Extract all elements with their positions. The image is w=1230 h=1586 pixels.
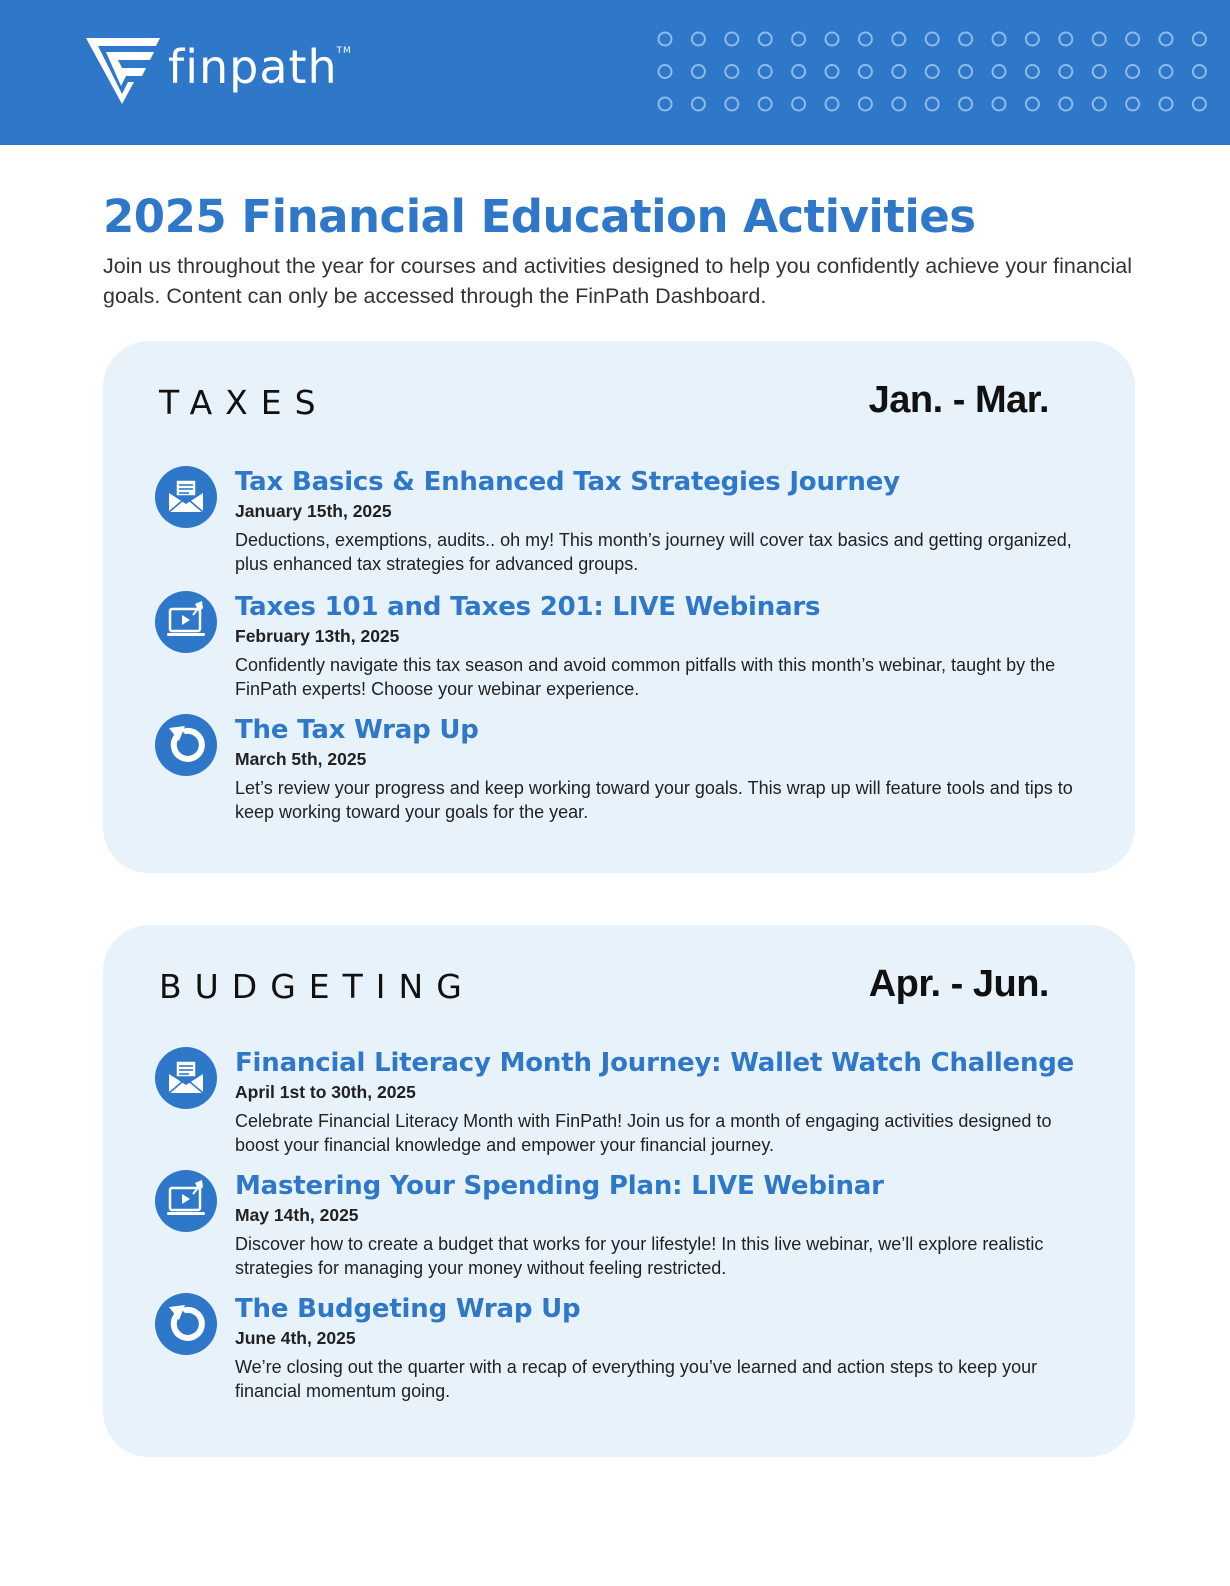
dot (859, 33, 872, 46)
wrap-up-arrow-icon (155, 1293, 217, 1355)
activity-date: May 14th, 2025 (235, 1205, 359, 1225)
dot (1126, 98, 1139, 111)
activity-title[interactable]: The Tax Wrap Up (235, 715, 479, 745)
dot (993, 98, 1006, 111)
finpath-logo-icon (84, 34, 162, 106)
dot (1160, 33, 1173, 46)
page-title: 2025 Financial Education Activities (103, 190, 976, 243)
webinar-laptop-icon (155, 1170, 217, 1232)
dot (692, 33, 705, 46)
dot (993, 65, 1006, 78)
section-label: TAXES (159, 383, 329, 422)
dot (959, 65, 972, 78)
dot (659, 98, 672, 111)
wrap-up-arrow-icon (155, 714, 217, 776)
dot (1126, 65, 1139, 78)
dot (692, 65, 705, 78)
dot (892, 33, 905, 46)
dot (1059, 98, 1072, 111)
dot (1093, 65, 1106, 78)
dot (826, 33, 839, 46)
dot (1126, 33, 1139, 46)
activity-description: We’re closing out the quarter with a recap of everything you’ve learned and action steps to keep your financial momentum going. (235, 1357, 1038, 1401)
dot (959, 33, 972, 46)
dot (892, 65, 905, 78)
section-date-range: Apr. - Jun. (868, 963, 1049, 1005)
activity-title[interactable]: Taxes 101 and Taxes 201: LIVE Webinars (235, 592, 821, 622)
section-card-taxes (103, 341, 1135, 873)
activity-body (235, 1293, 1075, 1403)
dot-pattern (656, 30, 1230, 120)
activity-body (235, 1170, 1075, 1280)
dot (1059, 33, 1072, 46)
dot (725, 33, 738, 46)
dot (759, 33, 772, 46)
dot (659, 65, 672, 78)
dot (859, 98, 872, 111)
activity-title[interactable]: Financial Literacy Month Journey: Wallet Watch Challenge (235, 1048, 1075, 1078)
activity-description: Confidently navigate this tax season and avoid common pitfalls with this month’s webinar, taught by the FinPath experts! Choose your webinar experience. (235, 655, 1056, 699)
trademark-mark: TM (336, 46, 352, 56)
activity-date: April 1st to 30th, 2025 (235, 1082, 416, 1102)
activity-body (235, 591, 1075, 701)
dot (859, 65, 872, 78)
dot (792, 98, 805, 111)
dot (1193, 33, 1206, 46)
dot (926, 33, 939, 46)
dot (1160, 98, 1173, 111)
dot (725, 65, 738, 78)
dot (1193, 65, 1206, 78)
dot (792, 65, 805, 78)
dot (659, 33, 672, 46)
activity-title[interactable]: Mastering Your Spending Plan: LIVE Webinar (235, 1171, 884, 1201)
dot (826, 65, 839, 78)
activity-description: Celebrate Financial Literacy Month with FinPath! Join us for a month of engaging activities designed to boost your financial knowledge and empower your financial journey. (235, 1111, 1052, 1155)
dot (1093, 33, 1106, 46)
section-card-budgeting (103, 925, 1135, 1457)
activity-description: Deductions, exemptions, audits.. oh my! This month’s journey will cover tax basics and getting organized, plus enhanced tax strategies for advanced groups. (235, 530, 1072, 574)
envelope-icon (155, 1047, 217, 1109)
dot (759, 98, 772, 111)
activity-date: June 4th, 2025 (235, 1328, 356, 1348)
webinar-laptop-icon (155, 591, 217, 653)
section-label: BUDGETING (159, 967, 475, 1006)
dot (1193, 98, 1206, 111)
dot (959, 98, 972, 111)
activity-date: January 15th, 2025 (235, 501, 392, 521)
section-date-range: Jan. - Mar. (868, 379, 1049, 421)
dot (692, 98, 705, 111)
dot (1026, 98, 1039, 111)
dot (826, 98, 839, 111)
page-intro: Join us throughout the year for courses and activities designed to help you confidently achieve your financial goals. Content can only be accessed through the FinPath Dashboard. (103, 254, 1133, 308)
activity-body (235, 1047, 1075, 1157)
activity-description: Let’s review your progress and keep working toward your goals. This wrap up will feature tools and tips to keep working toward your goals for the year. (235, 778, 1073, 822)
dot (926, 98, 939, 111)
dot (725, 98, 738, 111)
activity-title[interactable]: Tax Basics & Enhanced Tax Strategies Journey (235, 467, 900, 497)
activity-body (235, 466, 1075, 576)
activity-date: March 5th, 2025 (235, 749, 367, 769)
dot (792, 33, 805, 46)
dot (1026, 65, 1039, 78)
activity-body (235, 714, 1075, 824)
activity-title[interactable]: The Budgeting Wrap Up (235, 1294, 581, 1324)
dot (1160, 65, 1173, 78)
dot (892, 98, 905, 111)
dot (759, 65, 772, 78)
dot (993, 33, 1006, 46)
finpath-logo[interactable] (84, 34, 352, 106)
brand-name: finpath TM (168, 40, 352, 94)
dot (1026, 33, 1039, 46)
envelope-icon (155, 466, 217, 528)
dot (1093, 98, 1106, 111)
activity-description: Discover how to create a budget that works for your lifestyle! In this live webinar, we’ll explore realistic strategies for managing your money without feeling restricted. (235, 1234, 1044, 1278)
dot (1059, 65, 1072, 78)
activity-date: February 13th, 2025 (235, 626, 400, 646)
dot (926, 65, 939, 78)
page-header (0, 0, 1230, 145)
